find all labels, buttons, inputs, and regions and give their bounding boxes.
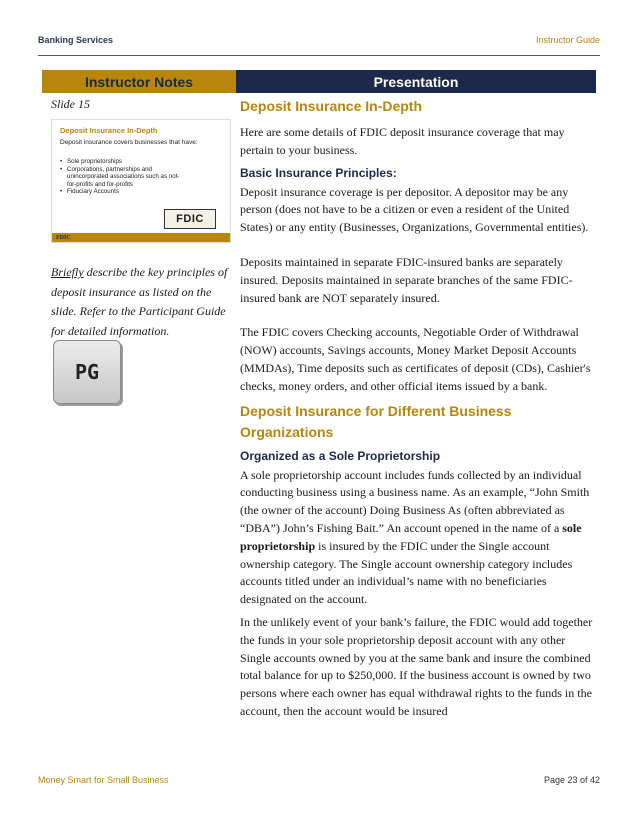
presentation-content (240, 96, 596, 721)
footer-program-title: Money Smart for Small Business (38, 775, 169, 785)
section-heading-business-organizations: Deposit Insurance for Different Business Organizations (240, 402, 512, 440)
slide-number: Slide 15 (51, 97, 90, 111)
instructor-note-emphasis: Briefly (51, 265, 84, 279)
slide-thumbnail-item: • Sole proprietorships (60, 158, 180, 166)
slide-thumbnail-item: • Corporations, partnerships and unincorporated associations such as not-for-profits and for-profits (60, 166, 180, 189)
paragraph-bank-failure: In the unlikely event of your bank’s failure, the FDIC would add together the funds in your sole proprietorship deposit account with any other Single accounts owned by you at the same bank and insure the combined total balance for up to $250,000. If the business account is owned by two persons where each owner has equal withdrawal rights to the funds in the account, then the account would be insured (240, 614, 593, 718)
instructor-note (51, 263, 236, 341)
paragraph-sole-proprietorship-part2: is insured by the FDIC under the Single account ownership category. The Single account ownership category includes accounts titled under an individual’s name with no beneficiaries designated on the account. (240, 538, 573, 607)
slide-thumbnail-footer-bar (52, 233, 230, 242)
section-heading-deposit-insurance: Deposit Insurance In-Depth (240, 98, 423, 114)
paragraph-sole-proprietorship-part1: A sole proprietorship account includes funds collected by an individual conducting business using a business name. As an example, “John Smith (the owner of the account) Doing Business As (often abbreviated as “DBA”) John’s Fishing Bait.” An account opened in the name of a (240, 467, 590, 535)
participant-guide-icon (53, 340, 121, 404)
header-guide-title: Instructor Guide (535, 35, 600, 45)
subheading-sole-proprietorship: Organized as a Sole Proprietorship (240, 448, 441, 463)
paragraph-per-depositor: Deposit insurance coverage is per depositor. A depositor may be any person (does not have to be a citizen or even a resident of the United States) or any entity (Businesses, Organizations, Governmental entities). (240, 184, 589, 235)
paragraph-sole-proprietorship (240, 467, 596, 609)
slide-thumbnail-lead: Deposit insurance covers businesses that have: (60, 139, 198, 146)
slide-thumbnail-item: • Fiduciary Accounts (60, 188, 180, 196)
instructor-note-text: describe the key principles of deposit insurance as listed on the slide. Refer to the Participant Guide for detailed information. (51, 265, 228, 338)
slide-thumbnail (51, 119, 231, 243)
participant-guide-label: PG (74, 360, 100, 384)
fdic-logo: FDIC (164, 209, 216, 229)
slide-thumbnail-footer-logo: FDIC (56, 235, 71, 241)
paragraph-separate-banks: Deposits maintained in separate FDIC-insured banks are separately insured. Deposits maintained in separate branches of the same FDIC-insured bank are NOT separately insured. (240, 254, 573, 305)
presentation-heading: Presentation (236, 70, 596, 93)
paragraph-sole-proprietorship-bold: sole proprietorship (240, 520, 582, 553)
instructor-notes-heading: Instructor Notes (42, 70, 236, 93)
subheading-basic-principles: Basic Insurance Principles: (240, 165, 397, 180)
slide-thumbnail-list (60, 158, 180, 196)
footer-page-number: Page 23 of 42 (543, 775, 600, 785)
header-divider (38, 55, 600, 56)
paragraph-covered-accounts: The FDIC covers Checking accounts, Negotiable Order of Withdrawal (NOW) accounts, Savings accounts, Money Market Deposit Accounts (MMDAs), Time deposits such as certificates of deposit (CDs), Cashier's checks, money orders, and other official items issued by a bank. (240, 325, 591, 393)
slide-thumbnail-title: Deposit Insurance In-Depth (60, 126, 158, 135)
header-course-title: Banking Services (38, 35, 114, 45)
paragraph-intro: Here are some details of FDIC deposit insurance coverage that may pertain to your business. (240, 125, 565, 157)
